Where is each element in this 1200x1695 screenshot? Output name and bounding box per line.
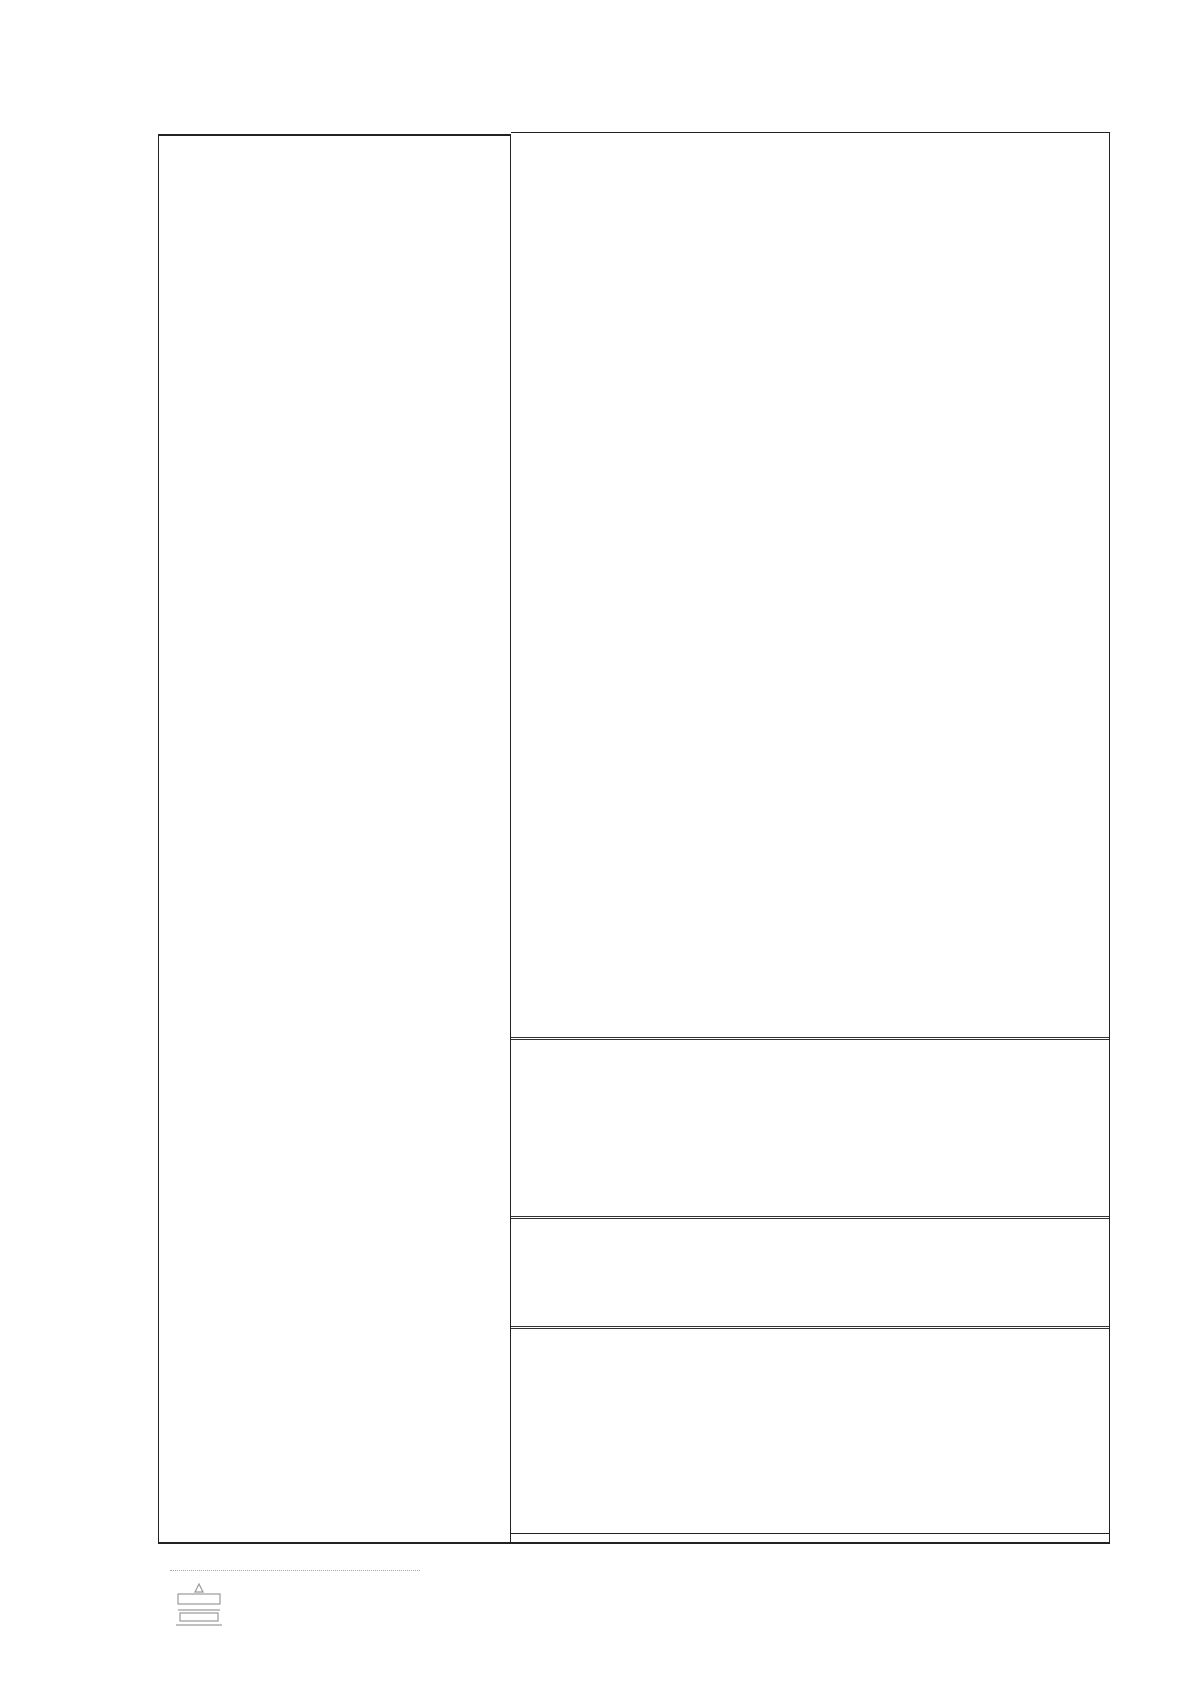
- page-footer: [0, 1570, 1200, 1670]
- description-divider: [511, 1037, 1109, 1040]
- description-divider: [511, 1216, 1109, 1219]
- coordinates-table: [158, 134, 1110, 1544]
- description-divider: [511, 1533, 1109, 1534]
- description-column: [511, 132, 1110, 1544]
- footer-dots: [170, 1570, 420, 1573]
- registry-stamp-icon: [170, 1580, 228, 1630]
- description-divider: [511, 1326, 1109, 1329]
- table-outline: [158, 134, 511, 1544]
